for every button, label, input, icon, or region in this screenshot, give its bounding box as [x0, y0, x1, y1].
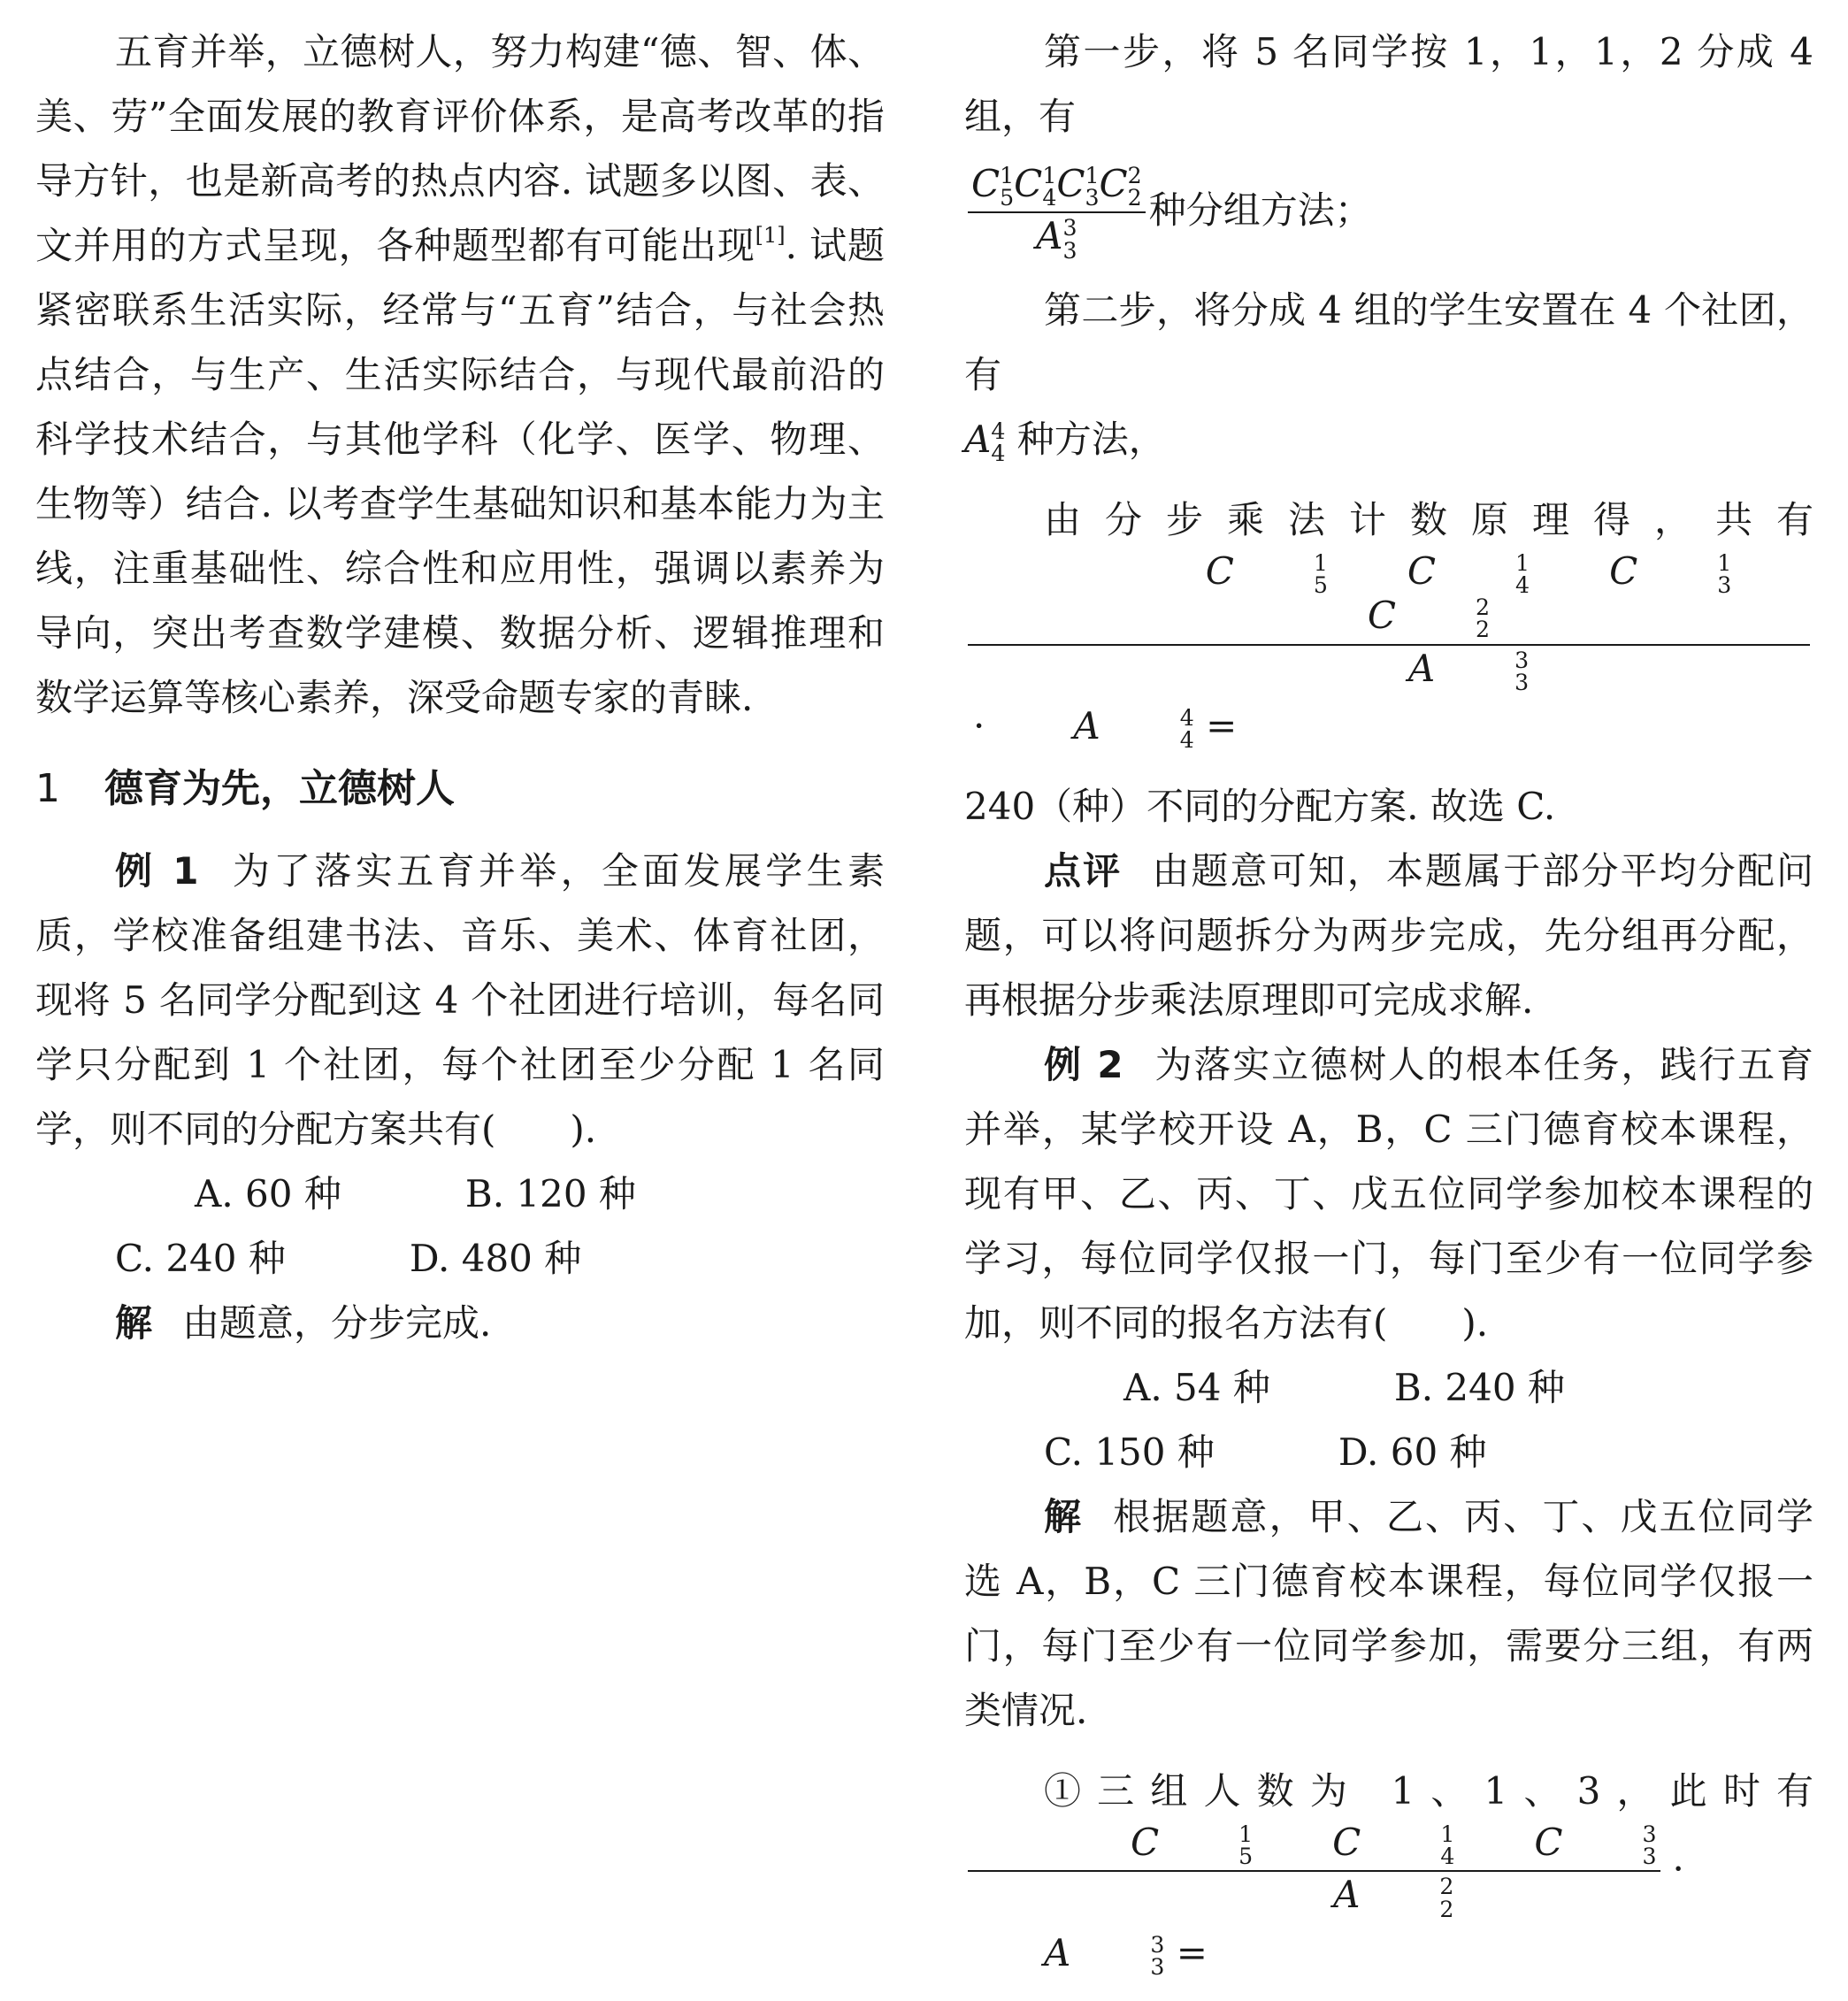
option-b: B. 120 种: [464, 1172, 636, 1215]
multiplication-text: 由分步乘法计数原理得，共有: [1044, 497, 1813, 541]
step-1-text: 第一步，将 5 名同学按 1，1，1，2 分成 4 组，有: [964, 30, 1813, 138]
left-column: [35, 19, 885, 1355]
solution-2: [964, 1484, 1813, 1743]
solution-1-text: 由题意，分步完成.: [182, 1301, 492, 1345]
step-2-text: 第二步，将分成 4 组的学生安置在 4 个社团，有: [964, 288, 1813, 396]
case-1-text: ①三组人数为 1、1、3，此时有: [1044, 1769, 1813, 1813]
intro-text-cont: . 试题紧密联系生活实际，经常与“五育”结合，与社会热点结合，与生产、生活实际结合，与现代最前沿的科学技术结合，与其他学科（化学、医学、物理、生物等）结合. 以考查学生基础知识和基本能力为主线，注重基础性、综合性和应用性，强调以素养为导向，突出考查数学建模、数据分析、逻辑推理和数学运算等核心素养，深受命题专家的青睐.: [35, 224, 885, 719]
example-2-text: 为落实立德树人的根本任务，践行五育并举，某学校开设 A，B，C 三门德育校本课程，现有甲、乙、丙、丁、戊五位同学参加校本课程的学习，每位同学仅报一门，每门至少有一位同学参加，则不同的报名方法有( ).: [964, 1043, 1813, 1346]
step-1-formula-line: [964, 162, 1813, 264]
intro-text: 五育并举，立德树人，努力构建“德、智、体、美、劳”全面发展的教育评价体系，是高考改革的指导方针，也是新高考的热点内容. 试题多以图、表、文并用的方式呈现，各种题型都有可能出现: [35, 30, 885, 267]
example-1-text: 为了落实五育并举，全面发展学生素质，学校准备组建书法、音乐、美术、体育社团，现将 5 名同学分配到这 4 个社团进行培训，每名同学只分配到 1 个社团，每个社团至少分配 1 名同学，则不同的分配方案共有( ).: [35, 849, 885, 1151]
solution-label: 解: [1044, 1495, 1084, 1539]
example-1: [35, 839, 885, 1162]
fraction-total: C 1 5 C 1 4 C 1 3 C 2 2 A 3 3: [968, 552, 1810, 694]
example-1-options: [35, 1162, 885, 1291]
option-c: C. 240 种: [115, 1237, 286, 1280]
step-2-line: [964, 407, 1813, 472]
section-title: 德育为先，立德树人: [104, 766, 455, 811]
fraction-case-1: C 1 5 C 1 4 C 3 3 A 2 2: [968, 1823, 1660, 1920]
comment-label: 点评: [1044, 849, 1123, 893]
arrangement-symbol: A 4 4: [964, 417, 1006, 466]
citation-ref[interactable]: [1]: [755, 223, 786, 248]
solution-label: 解: [115, 1301, 153, 1345]
step-2-tail: 种方法，: [1016, 417, 1166, 461]
example-2-options: [964, 1355, 1813, 1484]
step-2: [964, 278, 1813, 407]
comment: [964, 839, 1813, 1032]
fraction-grouping: [968, 162, 1146, 264]
step-1: [964, 19, 1813, 149]
right-column: [964, 19, 1813, 2001]
solution-1: [35, 1291, 885, 1355]
numerator: C 1 5 C 1 4 C 1 3 C 2 2: [968, 165, 1146, 213]
section-heading: [35, 756, 885, 821]
case-1-line: ①三组人数为 1、1、3，此时有 C 1 5 C 1 4 C 3 3 A 2 2 ·A 3 3 =: [964, 1759, 1813, 1985]
option-b: B. 240 种: [1393, 1366, 1565, 1410]
option-a: A. 54 种: [1123, 1366, 1270, 1410]
result-line: 240（种）不同的分配方案. 故选 C.: [964, 785, 1556, 829]
equals: =: [1206, 704, 1238, 748]
solution-2-text: 根据题意，甲、乙、丙、丁、戊五位同学选 A，B，C 三门德育校本课程，每位同学仅报一门，每门至少有一位同学参加，需要分三组，有两类情况.: [964, 1495, 1813, 1733]
section-number: 1: [35, 766, 60, 811]
example-1-label: 例 1: [115, 849, 199, 893]
option-c: C. 150 种: [1044, 1430, 1215, 1475]
comment-text: 由题意可知，本题属于部分平均分配问题，可以将问题拆分为两步完成，先分组再分配，再根据分步乘法原理即可完成求解.: [964, 849, 1813, 1023]
example-2: [964, 1032, 1813, 1355]
option-d: D. 60 种: [1338, 1430, 1487, 1475]
intro-paragraph: [35, 19, 885, 730]
denominator: A 3 3: [1036, 214, 1077, 264]
option-a: A. 60 种: [195, 1172, 341, 1215]
step-1-tail: 种分组方法；: [1148, 188, 1372, 232]
multiplication-line: 由分步乘法计数原理得，共有 C 1 5 C 1 4 C 1 3 C 2 2 A 3 3 · A 4 4 =: [964, 487, 1813, 758]
option-d: D. 480 种: [409, 1237, 582, 1280]
equals: =: [1176, 1930, 1208, 1974]
example-2-label: 例 2: [1044, 1043, 1123, 1087]
